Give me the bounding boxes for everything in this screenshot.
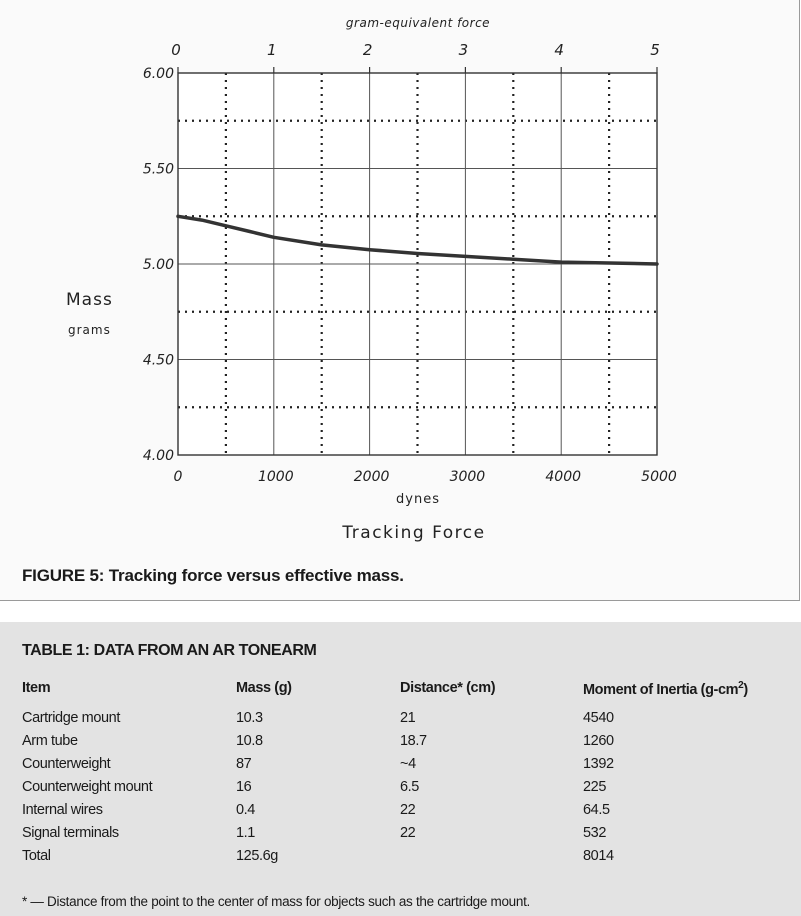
top-tick-label: 2 <box>362 41 373 59</box>
x-tick-label: 2000 <box>353 469 390 485</box>
x-tick-label: 4000 <box>545 469 582 485</box>
cell-mass: 10.3 <box>236 710 263 726</box>
cell-item: Internal wires <box>22 802 103 818</box>
header-moment <box>583 680 748 698</box>
table-header-row <box>0 680 801 702</box>
cell-moment: 8014 <box>583 848 614 864</box>
table-row <box>0 733 801 755</box>
y-tick-label: 5.50 <box>142 161 174 178</box>
x-tick-label: 0 <box>173 469 183 485</box>
tonearm-table <box>0 622 801 916</box>
header-moment-sup: 2 <box>738 680 744 691</box>
x-tick-label: 1000 <box>257 469 294 485</box>
table-footnote: * — Distance from the point to the center of mass for objects such as the cartridge mount. <box>22 894 531 909</box>
top-tick-label: 1 <box>267 41 277 59</box>
y-axis-unit-label: grams <box>68 323 111 337</box>
top-tick-label: 0 <box>171 41 181 59</box>
x-tick-label: 5000 <box>641 469 677 485</box>
table-row <box>0 802 801 824</box>
cell-mass: 0.4 <box>236 802 255 818</box>
header-item: Item <box>22 680 51 696</box>
x-tick-label: 3000 <box>449 469 486 485</box>
cell-item: Counterweight <box>22 756 111 772</box>
table-row <box>0 779 801 801</box>
cell-distance: ~4 <box>400 756 416 772</box>
secondary-x-axis-label: gram-equivalent force <box>345 16 491 30</box>
x-axis-unit-label: dynes <box>396 492 440 507</box>
cell-mass: 1.1 <box>236 825 255 841</box>
top-tick-label: 3 <box>458 41 469 59</box>
y-tick-label: 6.00 <box>142 66 174 82</box>
y-tick-label: 5.00 <box>142 257 174 273</box>
cell-moment: 225 <box>583 779 606 795</box>
top-tick-label: 4 <box>554 41 564 59</box>
header-distance: Distance* (cm) <box>400 680 496 696</box>
cell-moment: 1392 <box>583 756 614 772</box>
header-moment-text: Moment of Inertia (g-cm <box>583 681 739 698</box>
x-axis-title: Tracking Force <box>342 523 486 543</box>
cell-item: Cartridge mount <box>22 710 120 726</box>
cell-moment: 4540 <box>583 710 614 726</box>
cell-moment: 532 <box>583 825 606 841</box>
table-row <box>0 825 801 847</box>
figure-caption: FIGURE 5: Tracking force versus effective mass. <box>22 566 404 585</box>
cell-item: Total <box>22 848 51 864</box>
header-mass: Mass (g) <box>236 680 292 696</box>
top-tick-label: 5 <box>650 41 660 59</box>
table-title: TABLE 1: DATA FROM AN AR TONEARM <box>22 642 317 659</box>
header-moment-close: ) <box>743 681 748 698</box>
cell-distance: 22 <box>400 802 416 818</box>
y-tick-label: 4.00 <box>142 448 174 464</box>
y-axis-title: Mass <box>66 290 113 310</box>
cell-mass: 16 <box>236 779 252 795</box>
table-row-total <box>0 848 801 870</box>
table-row <box>0 756 801 778</box>
cell-mass: 10.8 <box>236 733 263 749</box>
cell-item: Arm tube <box>22 733 78 749</box>
cell-moment: 1260 <box>583 733 614 749</box>
cell-distance: 21 <box>400 710 416 726</box>
table-row <box>0 710 801 732</box>
y-tick-label: 4.50 <box>142 352 174 369</box>
cell-mass: 87 <box>236 756 252 772</box>
cell-item: Signal terminals <box>22 825 119 841</box>
cell-distance: 18.7 <box>400 733 427 749</box>
cell-item: Counterweight mount <box>22 779 153 795</box>
cell-distance: 22 <box>400 825 416 841</box>
cell-mass: 125.6g <box>236 848 278 864</box>
cell-distance: 6.5 <box>400 779 419 795</box>
cell-moment: 64.5 <box>583 802 610 818</box>
